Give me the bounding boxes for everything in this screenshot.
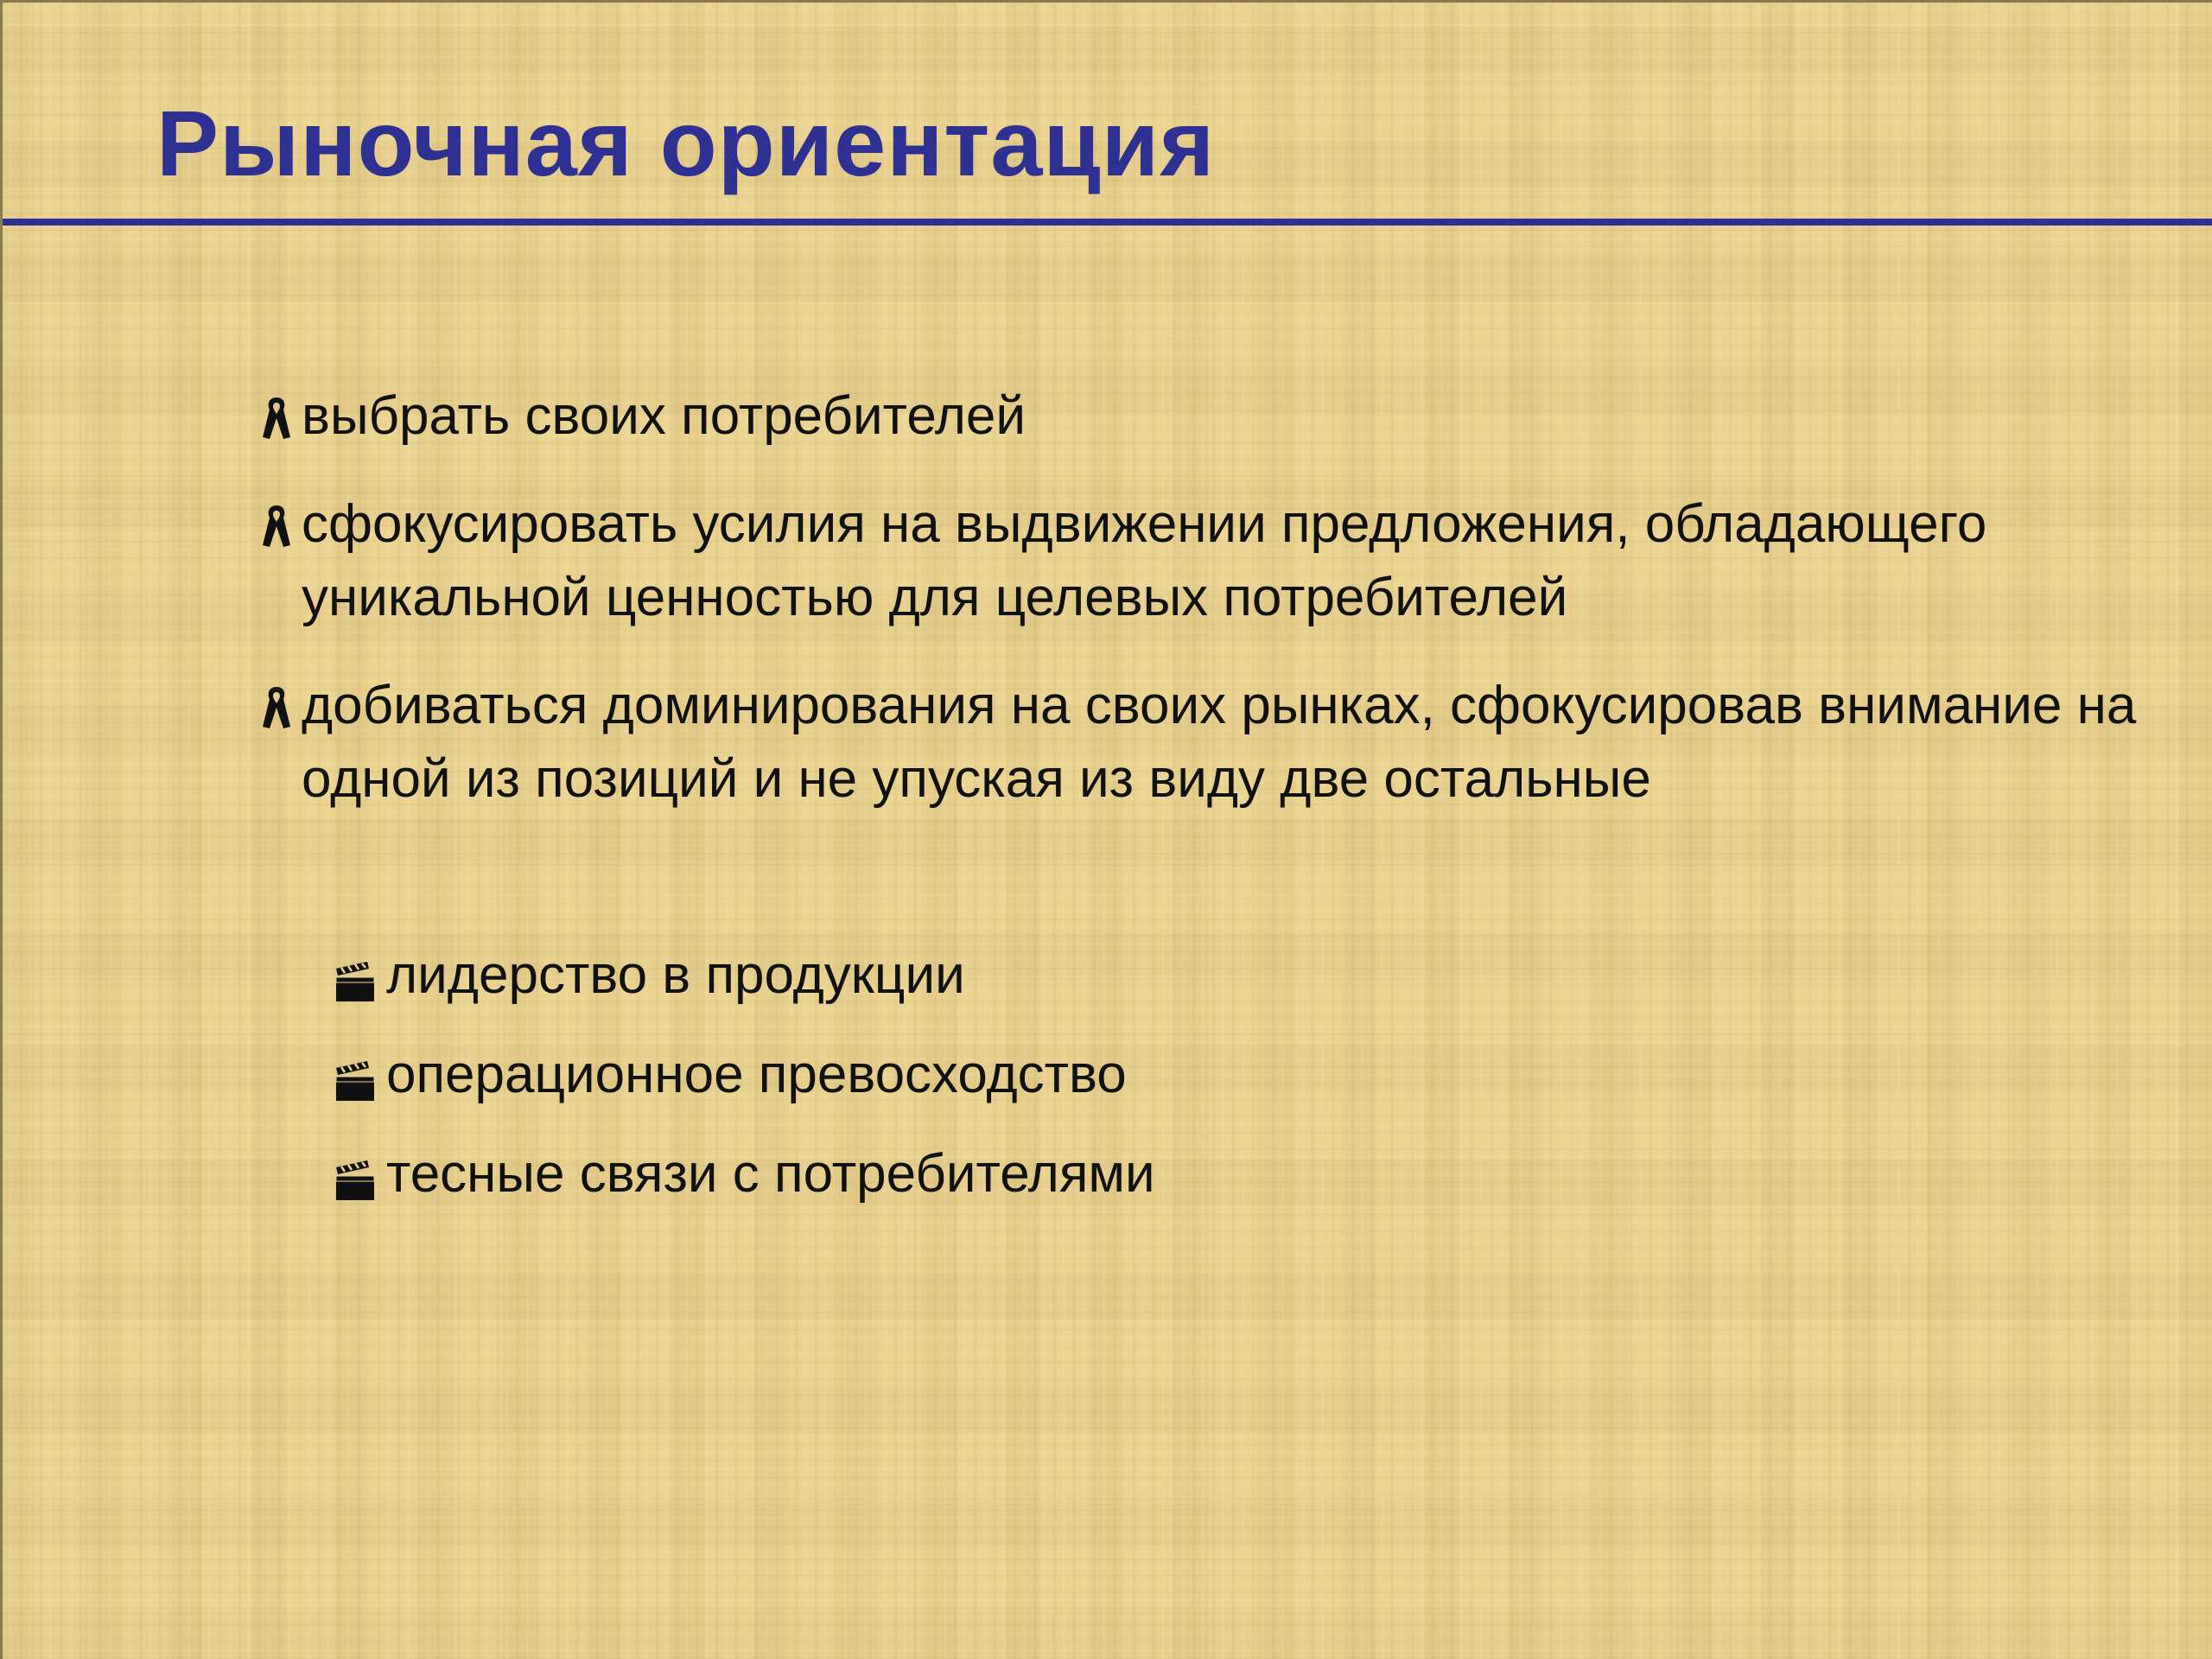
sub-bullet-text: тесные связи с потребителями <box>386 1144 1155 1204</box>
bullet-text: добиваться доминирования на своих рынках, сфокусировав внимание на одной из позиций и не упуская из виду две остальные <box>302 676 2137 809</box>
slide-title: Рыночная ориентация <box>156 91 1216 195</box>
bullet-text: выбрать своих потребителей <box>302 386 1027 446</box>
title-divider <box>3 219 2212 226</box>
ribbon-icon <box>258 390 295 442</box>
sub-bullet-item <box>333 1042 2147 1107</box>
bullet-list <box>258 379 2194 850</box>
clapperboard-icon <box>333 1154 378 1198</box>
ribbon-icon <box>258 498 295 550</box>
bullet-item <box>258 379 2194 453</box>
clapperboard-icon <box>333 1054 378 1099</box>
ribbon-icon <box>258 679 295 731</box>
sub-bullet-text: лидерство в продукции <box>386 945 965 1005</box>
bullet-item <box>258 669 2194 816</box>
bullet-text: сфокусировать усилия на выдвижении предложения, обладающего уникальной ценностью для целевых потребителей <box>302 494 1987 627</box>
sub-bullet-item <box>333 1141 2147 1206</box>
sub-bullet-item <box>333 943 2147 1007</box>
sub-bullet-text: операционное превосходство <box>386 1045 1127 1104</box>
bullet-item <box>258 487 2194 634</box>
sub-bullet-list <box>333 943 2147 1241</box>
clapperboard-icon <box>333 955 378 1000</box>
